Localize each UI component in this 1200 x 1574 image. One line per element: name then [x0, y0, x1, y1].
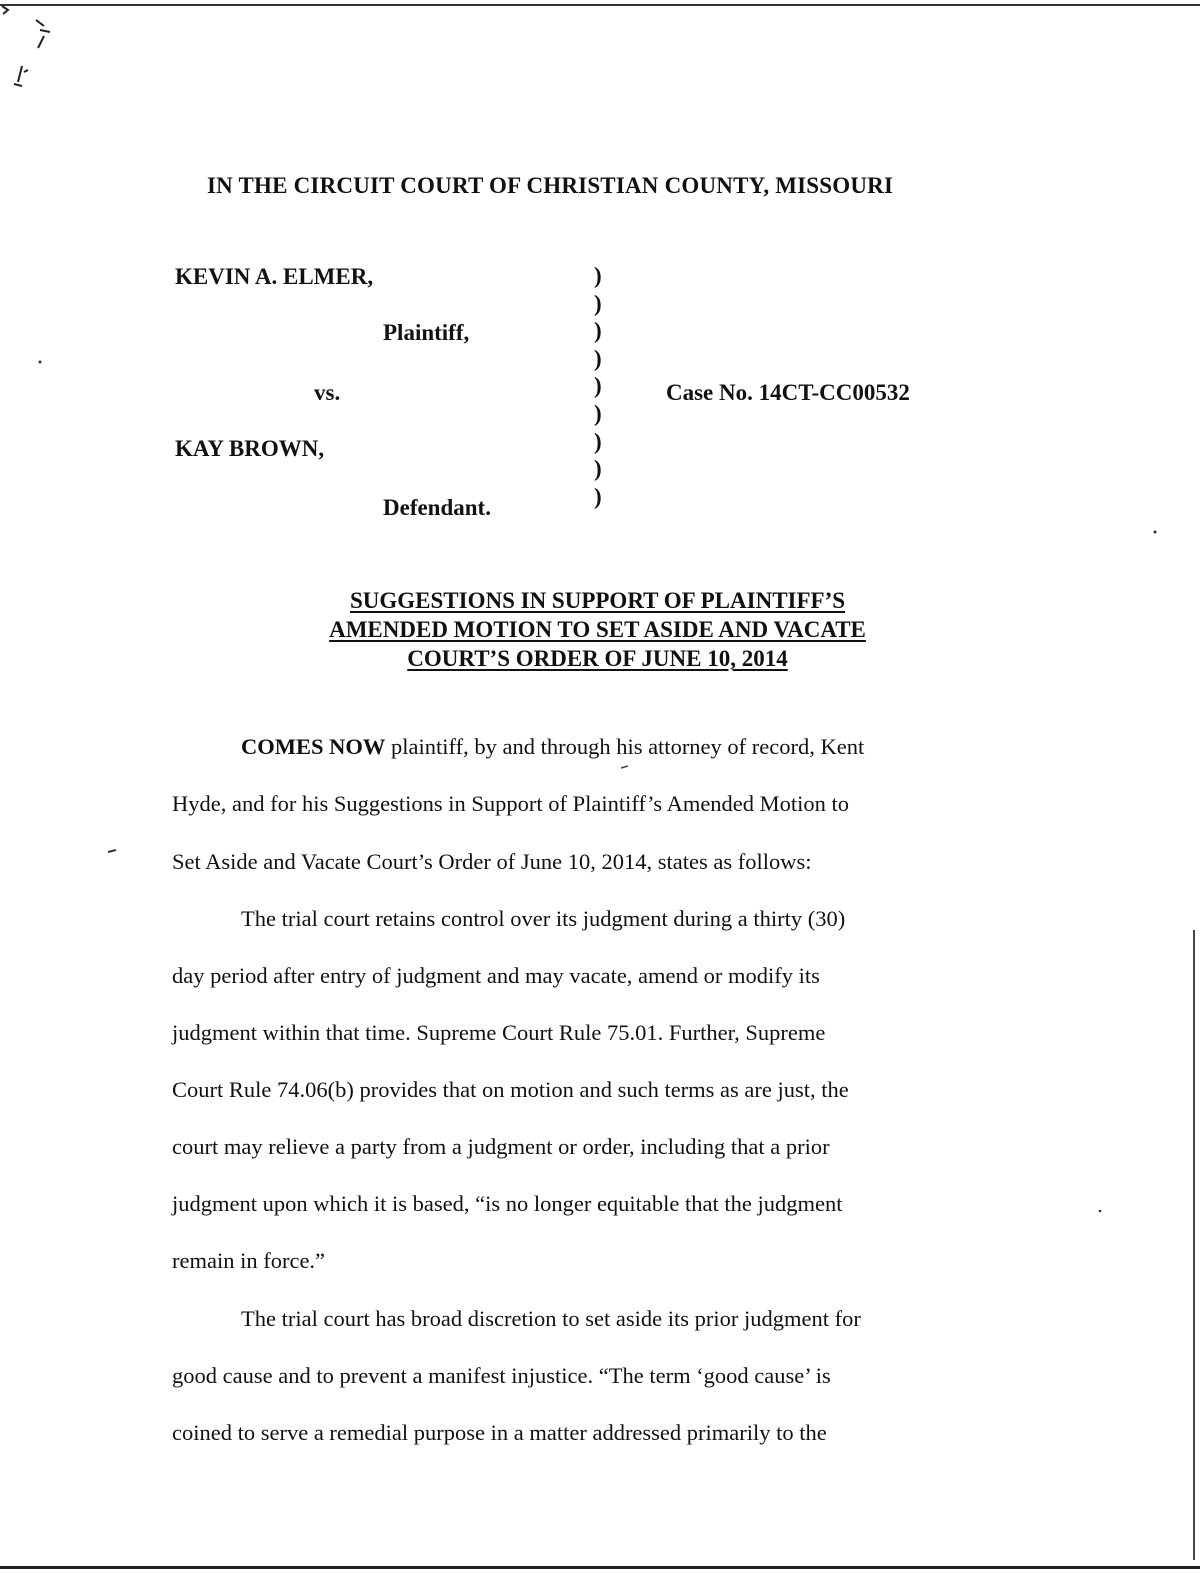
paragraph-2-line: day period after entry of judgment and may vacate, amend or modify its — [172, 963, 820, 988]
paragraph-2-line: Court Rule 74.06(b) provides that on motion and such terms as are just, the — [172, 1077, 849, 1102]
caption-paren: ) — [594, 290, 602, 316]
court-heading: IN THE CIRCUIT COURT OF CHRISTIAN COUNTY, MISSOURI — [207, 173, 894, 198]
defendant-role: Defendant. — [383, 495, 491, 520]
caption-paren: ) — [594, 483, 602, 509]
caption-paren: ) — [594, 456, 602, 482]
defendant-name: KAY BROWN, — [175, 436, 325, 461]
paragraph-1-line-2: Hyde, and for his Suggestions in Support of Plaintiff’s Amended Motion to — [172, 791, 850, 816]
plaintiff-name: KEVIN A. ELMER, — [175, 264, 374, 289]
document-title — [0, 586, 1195, 673]
paragraph-2-line: remain in force.” — [172, 1248, 326, 1273]
versus-label: vs. — [314, 380, 341, 405]
title-line: AMENDED MOTION TO SET ASIDE AND VACATE — [329, 617, 866, 642]
caption-paren: ) — [594, 318, 602, 344]
caption-parentheses — [594, 262, 602, 510]
comes-now-lead: COMES NOW — [241, 734, 386, 759]
paragraph-1-line-1-text: plaintiff, by and through his attorney of record, Kent — [385, 734, 865, 759]
caption-paren: ) — [594, 400, 602, 426]
caption-paren: ) — [594, 263, 602, 288]
paragraph-3-line: good cause and to prevent a manifest injustice. “The term ‘good cause’ is — [172, 1363, 831, 1388]
paragraph-3-line: The trial court has broad discretion to set aside its prior judgment for — [241, 1306, 861, 1331]
paragraph-2-line: judgment within that time. Supreme Court Rule 75.01. Further, Supreme — [172, 1020, 826, 1045]
paragraph-2-line: judgment upon which it is based, “is no longer equitable that the judgment — [172, 1191, 843, 1216]
paragraph-1-line-3: Set Aside and Vacate Court’s Order of June 10, 2014, states as follows: — [172, 849, 812, 874]
paragraph-2-line: court may relieve a party from a judgment or order, including that a prior — [172, 1134, 830, 1159]
caption-paren: ) — [594, 345, 602, 371]
plaintiff-role: Plaintiff, — [383, 320, 470, 345]
title-line: COURT’S ORDER OF JUNE 10, 2014 — [407, 646, 788, 671]
paragraph-2-line: The trial court retains control over its judgment during a thirty (30) — [241, 906, 846, 931]
paragraph-3-line: coined to serve a remedial purpose in a matter addressed primarily to the — [172, 1420, 827, 1445]
title-line: SUGGESTIONS IN SUPPORT OF PLAINTIFF’S — [349, 588, 846, 613]
paragraph-1-line-1 — [241, 734, 864, 760]
caption-paren: ) — [594, 373, 602, 399]
case-number: Case No. 14CT-CC00532 — [666, 380, 910, 405]
caption-paren: ) — [594, 428, 602, 454]
